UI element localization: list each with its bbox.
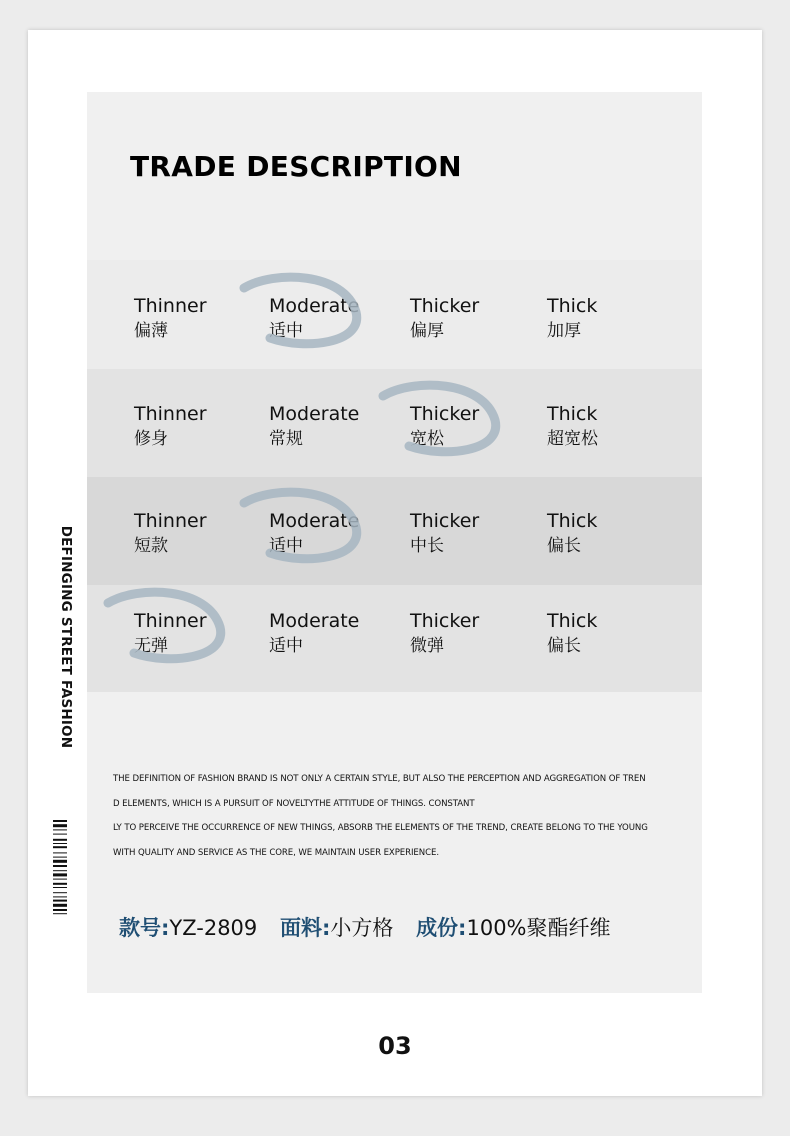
option-chinese-label: 加厚 (547, 321, 581, 341)
attribute-option (134, 509, 207, 558)
option-chinese-label: 偏厚 (410, 321, 444, 341)
option-chinese-label: 偏薄 (134, 321, 168, 341)
option-chinese-label: 短款 (134, 536, 168, 556)
option-chinese-label: 修身 (134, 429, 168, 449)
description-line: D ELEMENTS, WHICH IS A PURSUIT OF NOVELTYTHE ATTITUDE OF THINGS. CONSTANT (113, 798, 475, 809)
attribute-option (547, 609, 597, 658)
fabric-value: 小方格 (330, 916, 394, 940)
option-english-label: Thicker (410, 610, 480, 632)
page-title: TRADE DESCRIPTION (130, 150, 462, 183)
attribute-option (547, 294, 597, 343)
description-line: LY TO PERCEIVE THE OCCURRENCE OF NEW THINGS, ABSORB THE ELEMENTS OF THE TREND, CREATE BELONG TO THE YOUNG (113, 823, 648, 833)
option-english-label: Moderate (269, 295, 360, 317)
option-english-label: Thicker (410, 403, 480, 425)
attribute-option (410, 609, 479, 658)
composition-value: 100%聚酯纤维 (466, 916, 611, 940)
attribute-row (87, 477, 702, 585)
option-chinese-label: 适中 (269, 536, 303, 556)
attribute-option (134, 609, 207, 658)
option-chinese-label: 无弹 (134, 636, 168, 656)
option-chinese-label: 微弹 (410, 636, 444, 656)
option-english-label: Thinner (134, 295, 207, 317)
attribute-option (410, 402, 479, 451)
option-english-label: Moderate (269, 610, 360, 632)
option-chinese-label: 超宽松 (547, 429, 598, 449)
product-specs (119, 912, 611, 942)
option-english-label: Thicker (410, 295, 480, 317)
page-number: 03 (378, 1032, 412, 1060)
composition-label: 成份: (416, 916, 467, 940)
attribute-option (410, 294, 479, 343)
description-line: WITH QUALITY AND SERVICE AS THE CORE, WE MAINTAIN USER EXPERIENCE. (113, 847, 439, 858)
option-english-label: Thick (547, 610, 598, 632)
option-english-label: Moderate (269, 403, 360, 425)
option-english-label: Thick (547, 295, 598, 317)
option-english-label: Thick (547, 510, 598, 532)
option-chinese-label: 常规 (269, 429, 303, 449)
vertical-slogan: DEFINGING STREET FASHION (58, 525, 74, 749)
option-english-label: Thicker (410, 510, 480, 532)
attribute-option (269, 609, 359, 658)
attribute-option (547, 402, 598, 451)
option-english-label: Thinner (134, 610, 207, 632)
description-line: THE DEFINITION OF FASHION BRAND IS NOT ONLY A CERTAIN STYLE, BUT ALSO THE PERCEPTION AND AGGREGATION OF TREN (113, 774, 646, 784)
attribute-row (87, 260, 702, 369)
attribute-option (134, 294, 207, 343)
attribute-row (87, 585, 702, 692)
fabric-label: 面料: (279, 916, 331, 940)
option-english-label: Moderate (269, 510, 360, 532)
barcode-icon (53, 820, 69, 950)
option-chinese-label: 中长 (410, 536, 444, 556)
option-english-label: Thinner (134, 510, 207, 532)
option-chinese-label: 适中 (269, 321, 303, 341)
style-number-value: YZ-2809 (169, 916, 258, 940)
style-number-label: 款号: (119, 916, 170, 940)
attribute-option (134, 402, 207, 451)
option-chinese-label: 宽松 (410, 429, 444, 449)
brand-description (113, 767, 673, 865)
attribute-option (269, 294, 359, 343)
option-chinese-label: 偏长 (547, 536, 581, 556)
option-chinese-label: 偏长 (547, 636, 581, 656)
attribute-option (547, 509, 597, 558)
option-chinese-label: 适中 (269, 636, 303, 656)
attribute-option (269, 402, 359, 451)
option-english-label: Thick (547, 403, 598, 425)
attribute-option (269, 509, 359, 558)
attribute-row (87, 369, 702, 477)
option-english-label: Thinner (134, 403, 207, 425)
attribute-option (410, 509, 479, 558)
